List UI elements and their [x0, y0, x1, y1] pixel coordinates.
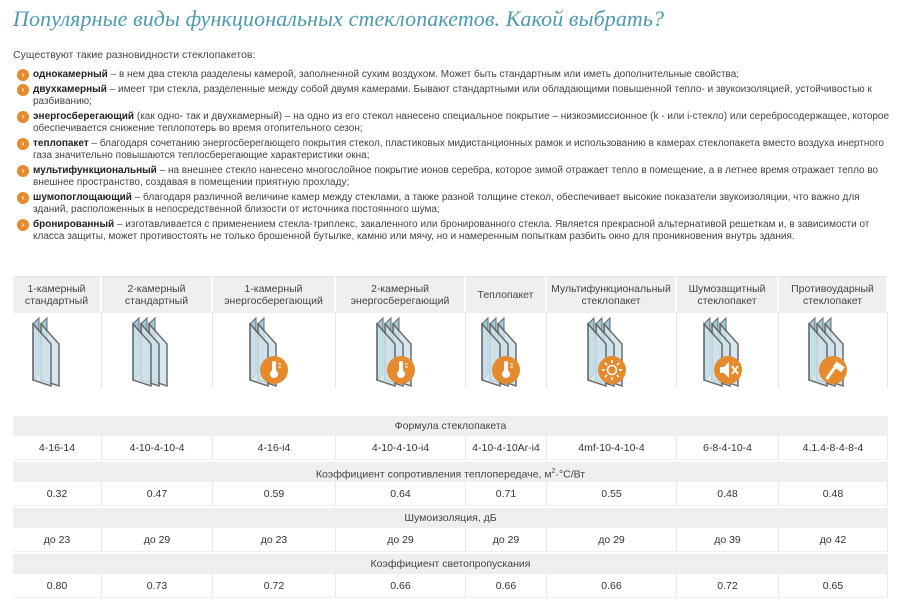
- list-item: [15, 84, 893, 109]
- glass-image-cell: [677, 312, 779, 388]
- type-desc: – в нем два стекла разделены камерой, заполненной сухим воздухом. Может быть стандартным или иметь дополнительные свойства;: [107, 69, 740, 80]
- types-list: [15, 69, 893, 244]
- list-item: [15, 192, 893, 217]
- section-light-transmission: Коэффициент светопропускания: [13, 554, 888, 574]
- column-header: Шумозащитный стеклопакет: [677, 277, 779, 313]
- glass-images-row: [13, 312, 888, 388]
- glass-image-cell: [547, 312, 677, 388]
- table-cell: 0.66: [466, 574, 547, 598]
- arrow-right-icon: ›: [17, 219, 29, 231]
- list-item: [15, 111, 893, 136]
- glass-image-cell: [13, 312, 102, 388]
- table-row: [13, 436, 888, 460]
- thermometer-glass-icon: [228, 316, 320, 388]
- comparison-table: [13, 276, 888, 598]
- column-header: 1-камерный энергосберегающий: [213, 277, 336, 313]
- arrow-right-icon: ›: [17, 84, 29, 96]
- table-cell: 0.72: [213, 574, 336, 598]
- section-formula: Формула стеклопакета: [13, 416, 888, 436]
- table-cell: до 29: [466, 528, 547, 552]
- table-row: [13, 528, 888, 552]
- table-cell: 4.1.4-8-4-8-4: [779, 436, 888, 460]
- window-glass-icon: [11, 316, 103, 388]
- table-cell: 0.65: [779, 574, 888, 598]
- table-cell: до 29: [547, 528, 677, 552]
- table-cell: 4-10-4-10-4: [102, 436, 213, 460]
- mute-speaker-glass-icon: [682, 316, 774, 388]
- table-cell: 0.32: [13, 482, 102, 506]
- column-header: Мультифункциональный стеклопакет: [547, 277, 677, 313]
- type-desc: – изготавливается с применением стекла-триплекс, закаленного или бронированного стекла. Является прекрасной альтернативой решеткам и, в зависимости от класса защиты, может противостоять не только брошенной бутылке, камню или мячу, но и намеренным попыткам разбить окно для проникновения внутрь здания.: [33, 218, 870, 242]
- table-cell: 4-10-4-10-i4: [336, 436, 466, 460]
- column-header: Теплопакет: [466, 277, 547, 313]
- table-cell: 0.48: [677, 482, 779, 506]
- type-desc: – благодаря различной величине камер между стеклами, а также разной толщине стекол, обеспечивает высокие показатели звукоизоляции, что важно для зданий, расположенных в непосредственной близости от источника постоянного шума;: [33, 191, 860, 215]
- glass-image-cell: [213, 312, 336, 388]
- table-cell: 0.66: [547, 574, 677, 598]
- table-cell: 4mf-10-4-10-4: [547, 436, 677, 460]
- type-name: мультифункциональный: [33, 164, 157, 176]
- table-cell: 0.73: [102, 574, 213, 598]
- column-header: 1-камерный стандартный: [13, 277, 102, 313]
- arrow-right-icon: ›: [17, 165, 29, 177]
- arrow-right-icon: ›: [17, 111, 29, 123]
- table-header-row: [13, 276, 888, 312]
- type-desc: – благодаря сочетанию энергосберегающего покрытия стекол, пластиковых мидистанционных рамок и использованию в камерах стеклопакета вместо воздуха инертного газа значительно повышаются теплосберегающие характеристики окна;: [33, 137, 884, 161]
- glass-image-cell: [102, 312, 213, 388]
- table-cell: 0.59: [213, 482, 336, 506]
- thermometer-glass-icon: [460, 316, 552, 388]
- glass-image-cell: [779, 312, 888, 388]
- column-header: Противоударный стеклопакет: [779, 277, 888, 313]
- column-header: 2-камерный энергосберегающий: [336, 277, 466, 313]
- table-cell: 4-16-14: [13, 436, 102, 460]
- section-label-sup: 2: [551, 468, 556, 475]
- table-cell: 0.47: [102, 482, 213, 506]
- type-name: энергосберегающий: [33, 110, 135, 122]
- table-cell: до 23: [13, 528, 102, 552]
- glass-image-cell: [336, 312, 466, 388]
- sun-glass-icon: [566, 316, 658, 388]
- table-cell: до 23: [213, 528, 336, 552]
- section-label: Коэффициент сопротивления теплопередаче, м: [315, 468, 552, 481]
- table-row: [13, 574, 888, 598]
- type-name: теплопакет: [33, 137, 89, 149]
- table-cell: 0.55: [547, 482, 677, 506]
- table-cell: 4-16-i4: [213, 436, 336, 460]
- type-name: двухкамерный: [33, 83, 107, 95]
- glass-image-cell: [466, 312, 547, 388]
- table-row: [13, 482, 888, 506]
- table-cell: до 29: [336, 528, 466, 552]
- table-cell: 0.48: [779, 482, 888, 506]
- hammer-glass-icon: [787, 316, 879, 388]
- section-thermal-resistance: [13, 462, 888, 482]
- page-title: Популярные виды функциональных стеклопакетов. Какой выбрать?: [13, 6, 665, 31]
- table-cell: до 42: [779, 528, 888, 552]
- table-cell: до 39: [677, 528, 779, 552]
- table-cell: 0.71: [466, 482, 547, 506]
- thermometer-glass-icon: [355, 316, 447, 388]
- table-cell: 0.72: [677, 574, 779, 598]
- list-item: [15, 69, 893, 82]
- arrow-right-icon: ›: [17, 138, 29, 150]
- table-cell: 6-8-4-10-4: [677, 436, 779, 460]
- section-sound-insulation: Шумоизоляция, дБ: [13, 508, 888, 528]
- type-desc: (как одно- так и двухкамерный) – на одно из его стекол нанесено специальное покрытие – низкоэмиссионное (k - или i-стекло) или серебросодержащее, которое обеспечивается снижение теплопотерь во время отопительного сезон;: [33, 110, 890, 134]
- table-cell: 4-10-4-10Ar-i4: [466, 436, 547, 460]
- intro-text: Существуют такие разновидности стеклопакетов:: [13, 49, 256, 61]
- window-glass-icon: [111, 316, 203, 388]
- type-name: однокамерный: [33, 69, 108, 80]
- list-item: [15, 219, 893, 244]
- table-cell: 0.80: [13, 574, 102, 598]
- list-item: [15, 138, 893, 163]
- list-item: [15, 165, 893, 190]
- section-label-tail: ·°С/Вт: [555, 468, 586, 481]
- table-cell: 0.64: [336, 482, 466, 506]
- type-name: шумопоглощающий: [33, 191, 132, 203]
- arrow-right-icon: ›: [17, 192, 29, 204]
- table-cell: 0.66: [336, 574, 466, 598]
- type-name: бронированный: [33, 218, 115, 230]
- arrow-right-icon: ›: [17, 69, 29, 81]
- type-desc: – имеет три стекла, разделенные между собой двумя камерами. Бывают стандартными или обладающими повышенной тепло- и звукоизоляцией, устойчивостью к разбиванию;: [33, 83, 872, 107]
- column-header: 2-камерный стандартный: [102, 277, 213, 313]
- type-desc: – на внешнее стекло нанесено многослойное покрытие ионов серебра, которое зимой отражает тепло в помещение, а в летнее время отражает тепло во внешнее пространство, создавая в помещении приятную прохладу;: [33, 164, 879, 188]
- table-cell: до 29: [102, 528, 213, 552]
